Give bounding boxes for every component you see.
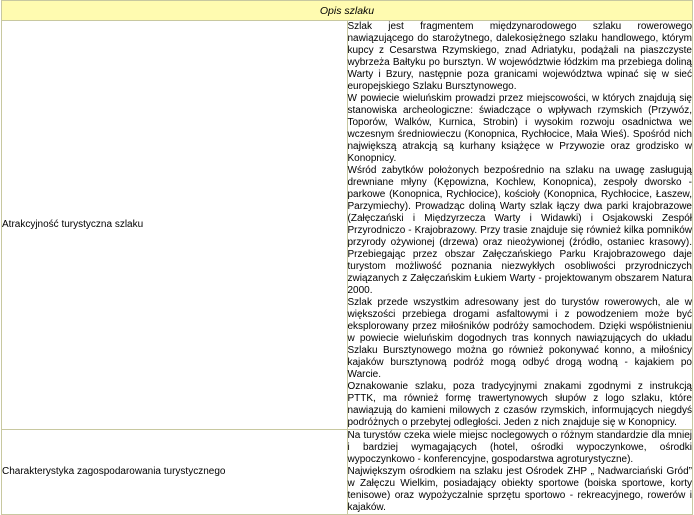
row-content-infrastructure (347, 430, 693, 515)
table-header-row (2, 1, 693, 21)
row-label-attractiveness: Atrakcyjność turystyczna szlaku (2, 21, 348, 430)
paragraph: W powiecie wieluńskim prowadzi przez miejscowości, w których znajdują się stanowiska archeologiczne: świadczące o wpływach rzymskich (Przywóz, Toporów, Walków, Kurnica, Strobin) i wysokim rozwoju osadnictwa we wczesnym średniowieczu (Konopnica, Rychłocice, Mała Wieś). Spośród nich największą atrakcją są kurhany książęce w Przywozie oraz grodzisko w Konopnicy. (347, 93, 692, 164)
paragraph: Oznakowanie szlaku, poza tradycyjnymi znakami zgodnymi z instrukcją PTTK, ma również formę trawertynowych słupów z logo szlaku, które nawiązują do kamieni milowych z czasów rzymskich, informujących niegdyś podróżnych o przebytej odległości. Jeden z nich znajduje się w Konopnicy. (347, 381, 692, 428)
table-row (2, 21, 693, 430)
paragraph: Największym ośrodkiem na szlaku jest Ośrodek ZHP „ Nadwarciański Gród” w Załęczu Wielkim, posiadający obiekty sportowe (boiska sportowe, korty tenisowe) oraz wypożyczalnie sprzętu sportowo - rekreacyjnego, rowerów i kajaków. (347, 466, 692, 513)
paragraph: Wśród zabytków położonych bezpośrednio na szlaku na uwagę zasługują drewniane młyny (Kępowizna, Kochlew, Konopnica), zespoły dworsko - parkowe (Konopnica, Rychłocice), kościoły (Konopnica, Rychłocice, Łaszew, Parzymiechy). Prowadząc doliną Warty szlak łączy dwa parki krajobrazowe (Załęczański i Międzyrzecza Warty i Widawki) i Osjakowski Zespół Przyrodniczo - Krajobrazowy. Przy trasie znajduje się również kilka pomników przyrody ożywionej (drzewa) oraz nieożywionej (źródło, ostaniec krasowy). Przebiegając przez obszar Załęczańskiego Parku Krajobrazowego daje turystom możliwość poznania niezwykłych osobliwości przyrodniczych związanych z Załęczańskim Łukiem Warty - projektowanym obszarem Natura 2000. (347, 165, 692, 296)
row-content-attractiveness (347, 21, 693, 430)
paragraph: Na turystów czeka wiele miejsc noclegowych o różnym standardzie dla mniej i bardziej wymagających (hotel, ośrodki wypoczynkowe, ośrodki wypoczynkowo - konferencyjne, gospodarstwa agroturystyczne). (347, 430, 692, 465)
paragraph: Szlak jest fragmentem międzynarodowego szlaku rowerowego nawiązującego do starożytnego, dalekosiężnego szlaku handlowego, którym kupcy z Cesarstwa Rzymskiego, znad Adriatyku, podążali na piaszczyste wybrzeża Bałtyku po bursztyn. W województwie łódzkim ma przebiega doliną Warty i Bzury, następnie poza granicami województwa wpinać się w sieć europejskiego Szlaku Bursztynowego. (347, 21, 692, 92)
trail-description-table (1, 0, 693, 515)
paragraph: Szlak przede wszystkim adresowany jest do turystów rowerowych, ale w większości przebiega drogami asfaltowymi i z powodzeniem może być eksplorowany przez miłośników podróży samochodem. Dzięki współistnieniu w powiecie wieluńskim dogodnych tras konnych nawiązujących do układu Szlaku Bursztynowego można go również pokonywać konno, a miłośnicy kajaków bursztynową podróż mogą odbyć drogą wodną - kajakiem po Warcie. (347, 297, 692, 380)
row-label-infrastructure: Charakterystyka zagospodarowania turystycznego (2, 430, 348, 515)
table-row (2, 430, 693, 515)
table-header: Opis szlaku (2, 1, 693, 21)
